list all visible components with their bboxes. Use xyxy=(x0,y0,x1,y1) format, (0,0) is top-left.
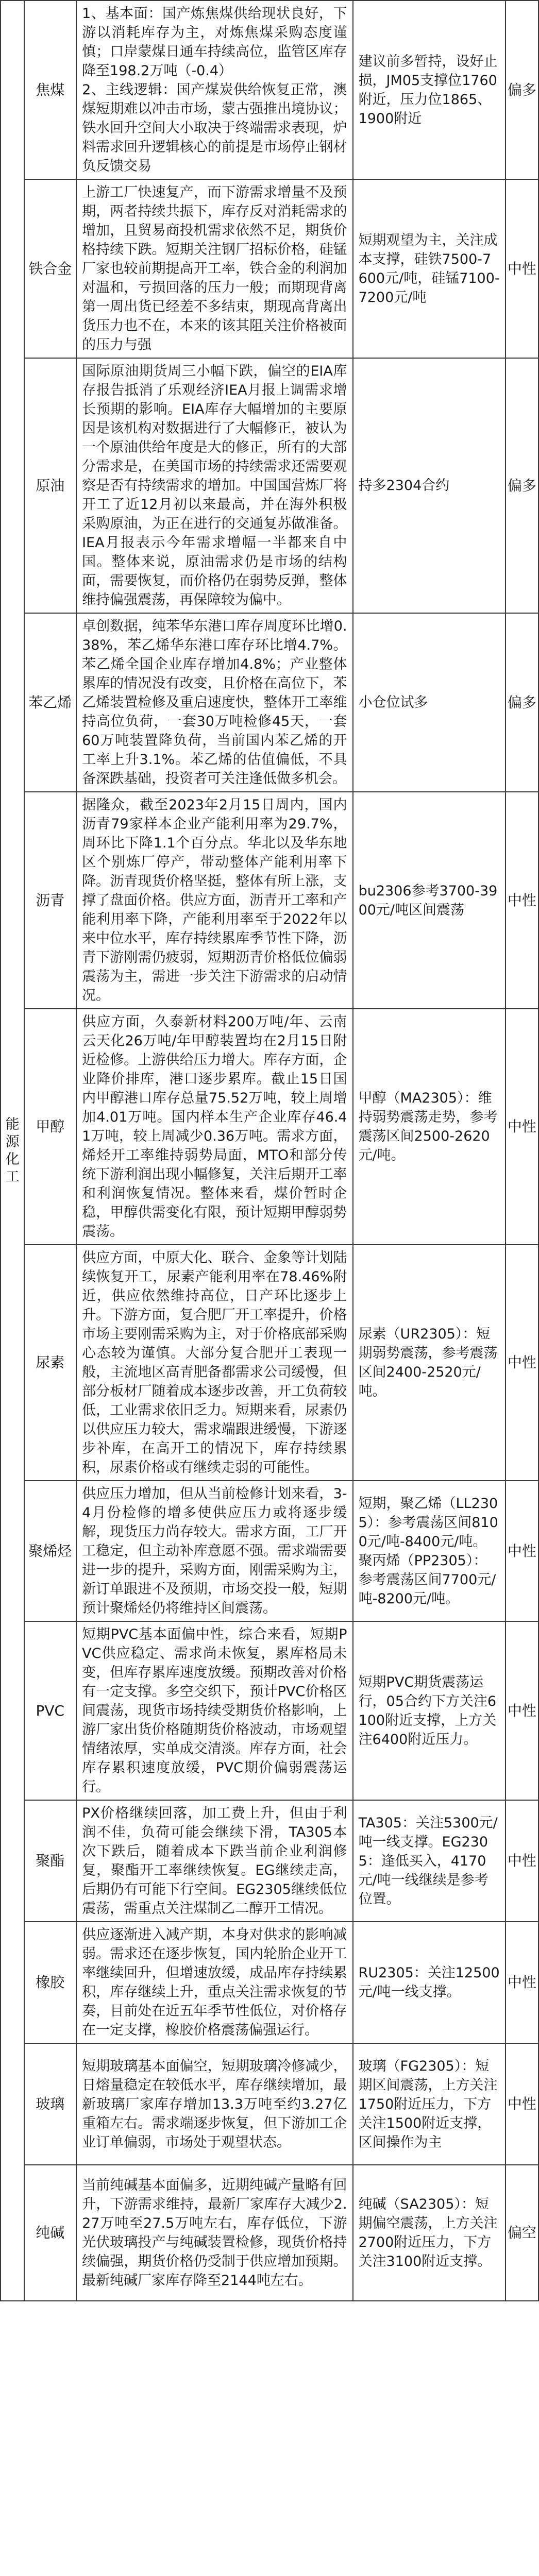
table-row xyxy=(1,179,538,358)
market-view-cell xyxy=(506,2165,538,2301)
trading-strategy-cell xyxy=(353,2043,506,2165)
commodity-name-cell xyxy=(24,1621,77,1800)
commodity-name: 铁合金 xyxy=(28,260,72,277)
trading-strategy: bu2306参考3700-3900元/吨区间震荡 xyxy=(358,883,498,918)
table-row xyxy=(1,1245,538,1481)
commodity-name: 橡胶 xyxy=(36,1974,65,1991)
logic-paragraph: 上游工厂快速复产，而下游需求增量不及预期，两者持续共振下，库存反对消耗需求的增加，且贸易商投机需求依然不足，期货价格持续下跌。短期关注钢厂招标价格，硅锰厂家也较前期提高开工率，铁合金的利润加对温和，亏损回落的压力一般；而期现背离第一周出货已经差不多结束，期现高背离出货压力也不在，本来的该其阻关注价格被面的压力与强 xyxy=(82,184,347,353)
fundamental-logic-cell xyxy=(76,1,353,179)
sector-label: 能源化工 xyxy=(5,1116,20,1185)
trading-strategy: 短期PVC期货震荡运行，05合约下方关注6100附近支撑，上方关注6400附近压力。 xyxy=(358,1674,497,1748)
market-view-cell xyxy=(506,792,538,1009)
trading-strategy-cell xyxy=(353,1009,506,1245)
trading-strategy-cell xyxy=(353,179,506,358)
market-view: 中性 xyxy=(507,891,536,909)
logic-paragraph: 供应压力增加，但从当前检修计划来看，3-4月份检修的增多使供应压力或将逐步缓解，现货压力尚存较大。需求方面，工厂开工稳定，但主动补库意愿不强。需求端需要进一步的提升，采购方面，刚需采购为主，新订单跟进不及预期，市场交投一般，短期预计聚烯烃仍将维持区间震荡。 xyxy=(82,1486,347,1616)
commodity-name-cell xyxy=(24,2165,77,2301)
logic-paragraph: 供应逐渐进入减产期，本身对供求的影响减弱。需求还在逐步恢复，国内轮胎企业开工率继续回升，但增速放缓，成品库存持续累积，库存继续上升，重点关注需求恢复的节奏，目前处在近五年季节性低位，对价格存在一定支撑，橡胶价格震荡偏强运行。 xyxy=(82,1927,347,2038)
market-view-cell xyxy=(506,179,538,358)
trading-strategy-cell xyxy=(353,1621,506,1800)
table-row xyxy=(1,1621,538,1800)
fundamental-logic-cell xyxy=(76,179,353,358)
commodity-name-cell xyxy=(24,1009,77,1245)
logic-paragraph: 2、主线逻辑：国产煤炭供给恢复正常，澳煤短期难以冲击市场，蒙古强推出境协议；铁水回升空间大小取决于终端需求表现，炉料需求回升逻辑核心的前提是市场停止钢材负反馈交易 xyxy=(82,82,347,174)
market-view: 中性 xyxy=(507,1542,536,1560)
logic-paragraph: PX价格继续回落，加工费上升，但由于利润不佳，负荷可能会继续下滑，TA305本次下跌后，随着成本下跌当前企业利润修复，聚酯开工率继续恢复。EG继续走高，后期仍有可能下行空间。EG2305继续低位震荡，需重点关注煤制乙二醇开工情况。 xyxy=(82,1805,347,1917)
market-view: 偏多 xyxy=(507,81,536,98)
commodity-name-cell xyxy=(24,358,77,613)
market-view: 偏多 xyxy=(507,693,536,711)
logic-paragraph: 据隆众，截至2023年2月15日周内，国内沥青79家样本企业产能利用率为29.7%，周环比下降1.1个百分点。华北以及华东地区个别炼厂停产，带动整体产能利用率下降。沥青现货价格坚挺，整体有所上涨，支撑了盘面价格。供应方面，沥青开工率和产能利用率下降，产能利用率至于2022年以来中位水平，库存持续累库季节性下降，沥青下游刚需仍疲弱，短期沥青价格低位偏弱震荡为主，需进一步关注下游需求的启动情况。 xyxy=(82,797,347,1004)
table-row xyxy=(1,1009,538,1245)
trading-strategy-cell xyxy=(353,792,506,1009)
market-view: 偏多 xyxy=(507,477,536,494)
logic-paragraph: 供应方面，久泰新材料200万吨/年、云南云天化26万吨/年甲醇装置均在2月15日附近检修。上游供给压力增大。库存方面，企业降价排库，港口逐步累库。截止15日国内甲醇港口库存总量75.52万吨，较上周增加4.01万吨。国内样本生产企业库存46.41万吨，较上周减少0.36万吨。需求方面，烯烃开工率维持弱势局面，MTO和部分传统下游利润出现小幅修复，关注后期开工率和利润恢复情况。整体来看，煤价暂时企稳，甲醇供需变化有限，预计短期甲醇弱势震荡。 xyxy=(82,1014,347,1240)
commodity-name: 聚烯烃 xyxy=(28,1542,72,1560)
trading-strategy-cell xyxy=(353,2165,506,2301)
logic-paragraph: 国际原油期货周三小幅下跌，偏空的EIA库存报告抵消了乐观经济IEA月报上调需求增长预期的影响。EIA库存大幅增加的主要原因是该机构对数据进行了大幅修正，被认为一个原油供给年度是大的修正，所有的大部分需求是，在美国市场的持续需求还需要观察是否有持续需求的增加。中国国营炼厂将开工了近12月初以来最高，并在海外积极采购原油，为正在进行的交通复苏做准备。IEA月报表示今年需求增幅一半都来自中国。整体来说，原油需求仍是市场的结构面，需要恢复，而价格仍在弱势反弹，整体维持偏强震荡，再保障较为偏中。 xyxy=(82,363,347,608)
trading-strategy: RU2305：关注12500元/吨一线支撑。 xyxy=(358,1965,500,2000)
logic-paragraph: 短期玻璃基本面偏空，短期玻璃冷修减少，日熔量稳定在较低水平，库存继续增加，最新玻璃厂家库存增加13.3万吨至约3.27亿重箱左右。需求端逐步恢复，但下游加工企业订单偏弱，市场处于观望状态。 xyxy=(82,2058,347,2150)
market-view-cell xyxy=(506,1009,538,1245)
market-view-cell xyxy=(506,613,538,792)
market-view-cell xyxy=(506,1621,538,1800)
logic-paragraph: 供应方面，中原大化、联合、金象等计划陆续恢复开工，尿素产能利用率在78.46%附近，供应依然维持高位，日产环比逐步上升。下游方面，复合肥厂开工率提升，价格市场主要刚需采购为主，对于价格底部采购心态较为谨慎。大部分复合肥开工表现一般，主流地区高青肥备都需求公司缓慢，但部分板材厂随着成本逐步改善，开工负荷较低，工业需求依旧乏力。短期来看，尿素仍以供应压力较大，需求端跟进缓慢，下游逐步补库，在高开工的情况下，库存持续累积，尿素价格或有继续走弱的可能性。 xyxy=(82,1250,347,1476)
commodity-name-cell xyxy=(24,792,77,1009)
commodity-name: 焦煤 xyxy=(36,81,65,98)
market-view: 中性 xyxy=(507,1974,536,1991)
trading-strategy: 短期，聚乙烯（LL2305）：参考震荡区间8100元/吨-8400元/吨。聚丙烯（PP2305）：参考震荡区间7700元/吨-8200元/吨。 xyxy=(358,1495,498,1607)
fundamental-logic-cell xyxy=(76,358,353,613)
trading-strategy-cell xyxy=(353,1,506,179)
commodity-name-cell xyxy=(24,1481,77,1621)
table-row xyxy=(1,2043,538,2165)
commodity-name: 纯碱 xyxy=(36,2224,65,2241)
fundamental-logic-cell xyxy=(76,1922,353,2043)
commodity-name-cell xyxy=(24,1245,77,1481)
trading-strategy-cell xyxy=(353,1922,506,2043)
commodity-name-cell xyxy=(24,1922,77,2043)
market-view: 偏空 xyxy=(507,2224,536,2241)
trading-strategy: 短期观望为主，关注成本支撑，硅铁7500-7600元/吨，硅锰7100-7200元/吨 xyxy=(358,232,500,306)
market-view: 中性 xyxy=(507,260,536,277)
table-row xyxy=(1,1800,538,1922)
commodity-name: 尿素 xyxy=(36,1354,65,1371)
table-row xyxy=(1,2165,538,2301)
trading-strategy-cell xyxy=(353,613,506,792)
trading-strategy-cell xyxy=(353,1245,506,1481)
trading-strategy: 纯碱（SA2305）：短期偏空震荡，上方关注2700附近压力，下方关注3100附近支撑。 xyxy=(358,2196,498,2269)
commodity-name-cell xyxy=(24,1,77,179)
commodity-name: 玻璃 xyxy=(36,2095,65,2112)
logic-paragraph: 1、基本面：国产炼焦煤供给现状良好，下游以消耗库存为主，对炼焦煤采购态度谨慎；口岸蒙煤日通车持续高位，监管区库存降至198.2万吨（-0.4） xyxy=(82,6,347,79)
table-row xyxy=(1,358,538,613)
logic-paragraph: 当前纯碱基本面偏多，近期纯碱产量略有回升，下游需求维持，最新厂家库存大减少2.27万吨至27.5万吨左右，库存低位，下游光伏玻璃投产与纯碱装置检修，现货价格持续偏强，期货价格仍受制于供应增加预期。最新纯碱厂家库存降至2144吨左右。 xyxy=(82,2177,347,2289)
table-row xyxy=(1,792,538,1009)
commodity-name: PVC xyxy=(36,1702,65,1719)
fundamental-logic-cell xyxy=(76,2165,353,2301)
commodity-name: 甲醇 xyxy=(36,1118,65,1135)
commodity-name-cell xyxy=(24,1800,77,1922)
fundamental-logic-cell xyxy=(76,1009,353,1245)
market-view-cell xyxy=(506,1922,538,2043)
fundamental-logic-cell xyxy=(76,613,353,792)
market-view: 中性 xyxy=(507,2095,536,2112)
trading-strategy: 小仓位试多 xyxy=(358,694,428,710)
trading-strategy-cell xyxy=(353,1800,506,1922)
fundamental-logic-cell xyxy=(76,2043,353,2165)
market-view-cell xyxy=(506,1800,538,1922)
market-view-cell xyxy=(506,358,538,613)
commodity-name: 苯乙烯 xyxy=(28,693,72,711)
table-row xyxy=(1,1481,538,1621)
trading-strategy: 尿素（UR2305）：短期弱势震荡，参考震荡区间2400-2520元/吨。 xyxy=(358,1326,498,1399)
market-view: 中性 xyxy=(507,1118,536,1135)
table-row xyxy=(1,1,538,179)
market-view: 中性 xyxy=(507,1354,536,1371)
fundamental-logic-cell xyxy=(76,1800,353,1922)
commodity-name-cell xyxy=(24,179,77,358)
commodity-name: 沥青 xyxy=(36,891,65,909)
trading-strategy-cell xyxy=(353,358,506,613)
market-view-cell xyxy=(506,2043,538,2165)
market-view-cell xyxy=(506,1,538,179)
trading-strategy: 建议前多暂持，设好止损，JM05支撑位1760附近，压力位1865、1900附近 xyxy=(358,53,498,127)
trading-strategy: TA305：关注5300元/吨一线支撑。EG2305：逢低买入，4170元/吨一线继续是参考位置。 xyxy=(358,1815,498,1907)
logic-paragraph: 卓创数据，纯苯华东港口库存周度环比增0.38%，苯乙烯华东港口库存环比增4.7%。苯乙烯全国企业库存增加4.8%；产业整体累库的情况没有改变，且价格在高位下，苯乙烯装置检修及重启速度快，整体开工率维持高位负荷，一套30万吨检修45天，一套60万吨装置降负荷，当前国内苯乙烯的开工率上升3.1%。苯乙烯的估值偏低，不具备深跌基础，投资者可关注逢低做多机会。 xyxy=(82,618,347,787)
logic-paragraph: 短期PVC基本面偏中性，综合来看，短期PVC供应稳定、需求尚未恢复，累库格局未变，但库存累库速度放缓。预期改善对价格有一定支撑。多空交织下，预计PVC价格区间震荡，现货市场持续受期货价格影响，上游厂家出货价格随期货价格波动，市场观望情绪浓厚，实单成交清淡。库存方面，社会库存累积速度放缓，PVC期价偏弱震荡运行。 xyxy=(82,1626,347,1795)
sector-cell xyxy=(1,1,24,2301)
fundamental-logic-cell xyxy=(76,1245,353,1481)
commodity-name: 聚酯 xyxy=(36,1852,65,1869)
trading-strategy-cell xyxy=(353,1481,506,1621)
fundamental-logic-cell xyxy=(76,792,353,1009)
commodity-name-cell xyxy=(24,613,77,792)
fundamental-logic-cell xyxy=(76,1481,353,1621)
trading-strategy: 持多2304合约 xyxy=(358,478,450,494)
table-row xyxy=(1,1922,538,2043)
commodity-name: 原油 xyxy=(36,477,65,494)
fundamental-logic-cell xyxy=(76,1621,353,1800)
market-view-cell xyxy=(506,1245,538,1481)
market-view: 中性 xyxy=(507,1852,536,1869)
trading-strategy: 甲醇（MA2305）：维持弱势震荡走势，参考震荡区间2500-2620元/吨。 xyxy=(358,1090,498,1163)
commodity-name-cell xyxy=(24,2043,77,2165)
market-view: 中性 xyxy=(507,1702,536,1719)
table-row xyxy=(1,613,538,792)
trading-strategy: 玻璃（FG2305）：短期区间震荡，上方关注1750附近压力，下方关注1500附近支撑，区间操作为主 xyxy=(358,2058,498,2150)
market-view-cell xyxy=(506,1481,538,1621)
